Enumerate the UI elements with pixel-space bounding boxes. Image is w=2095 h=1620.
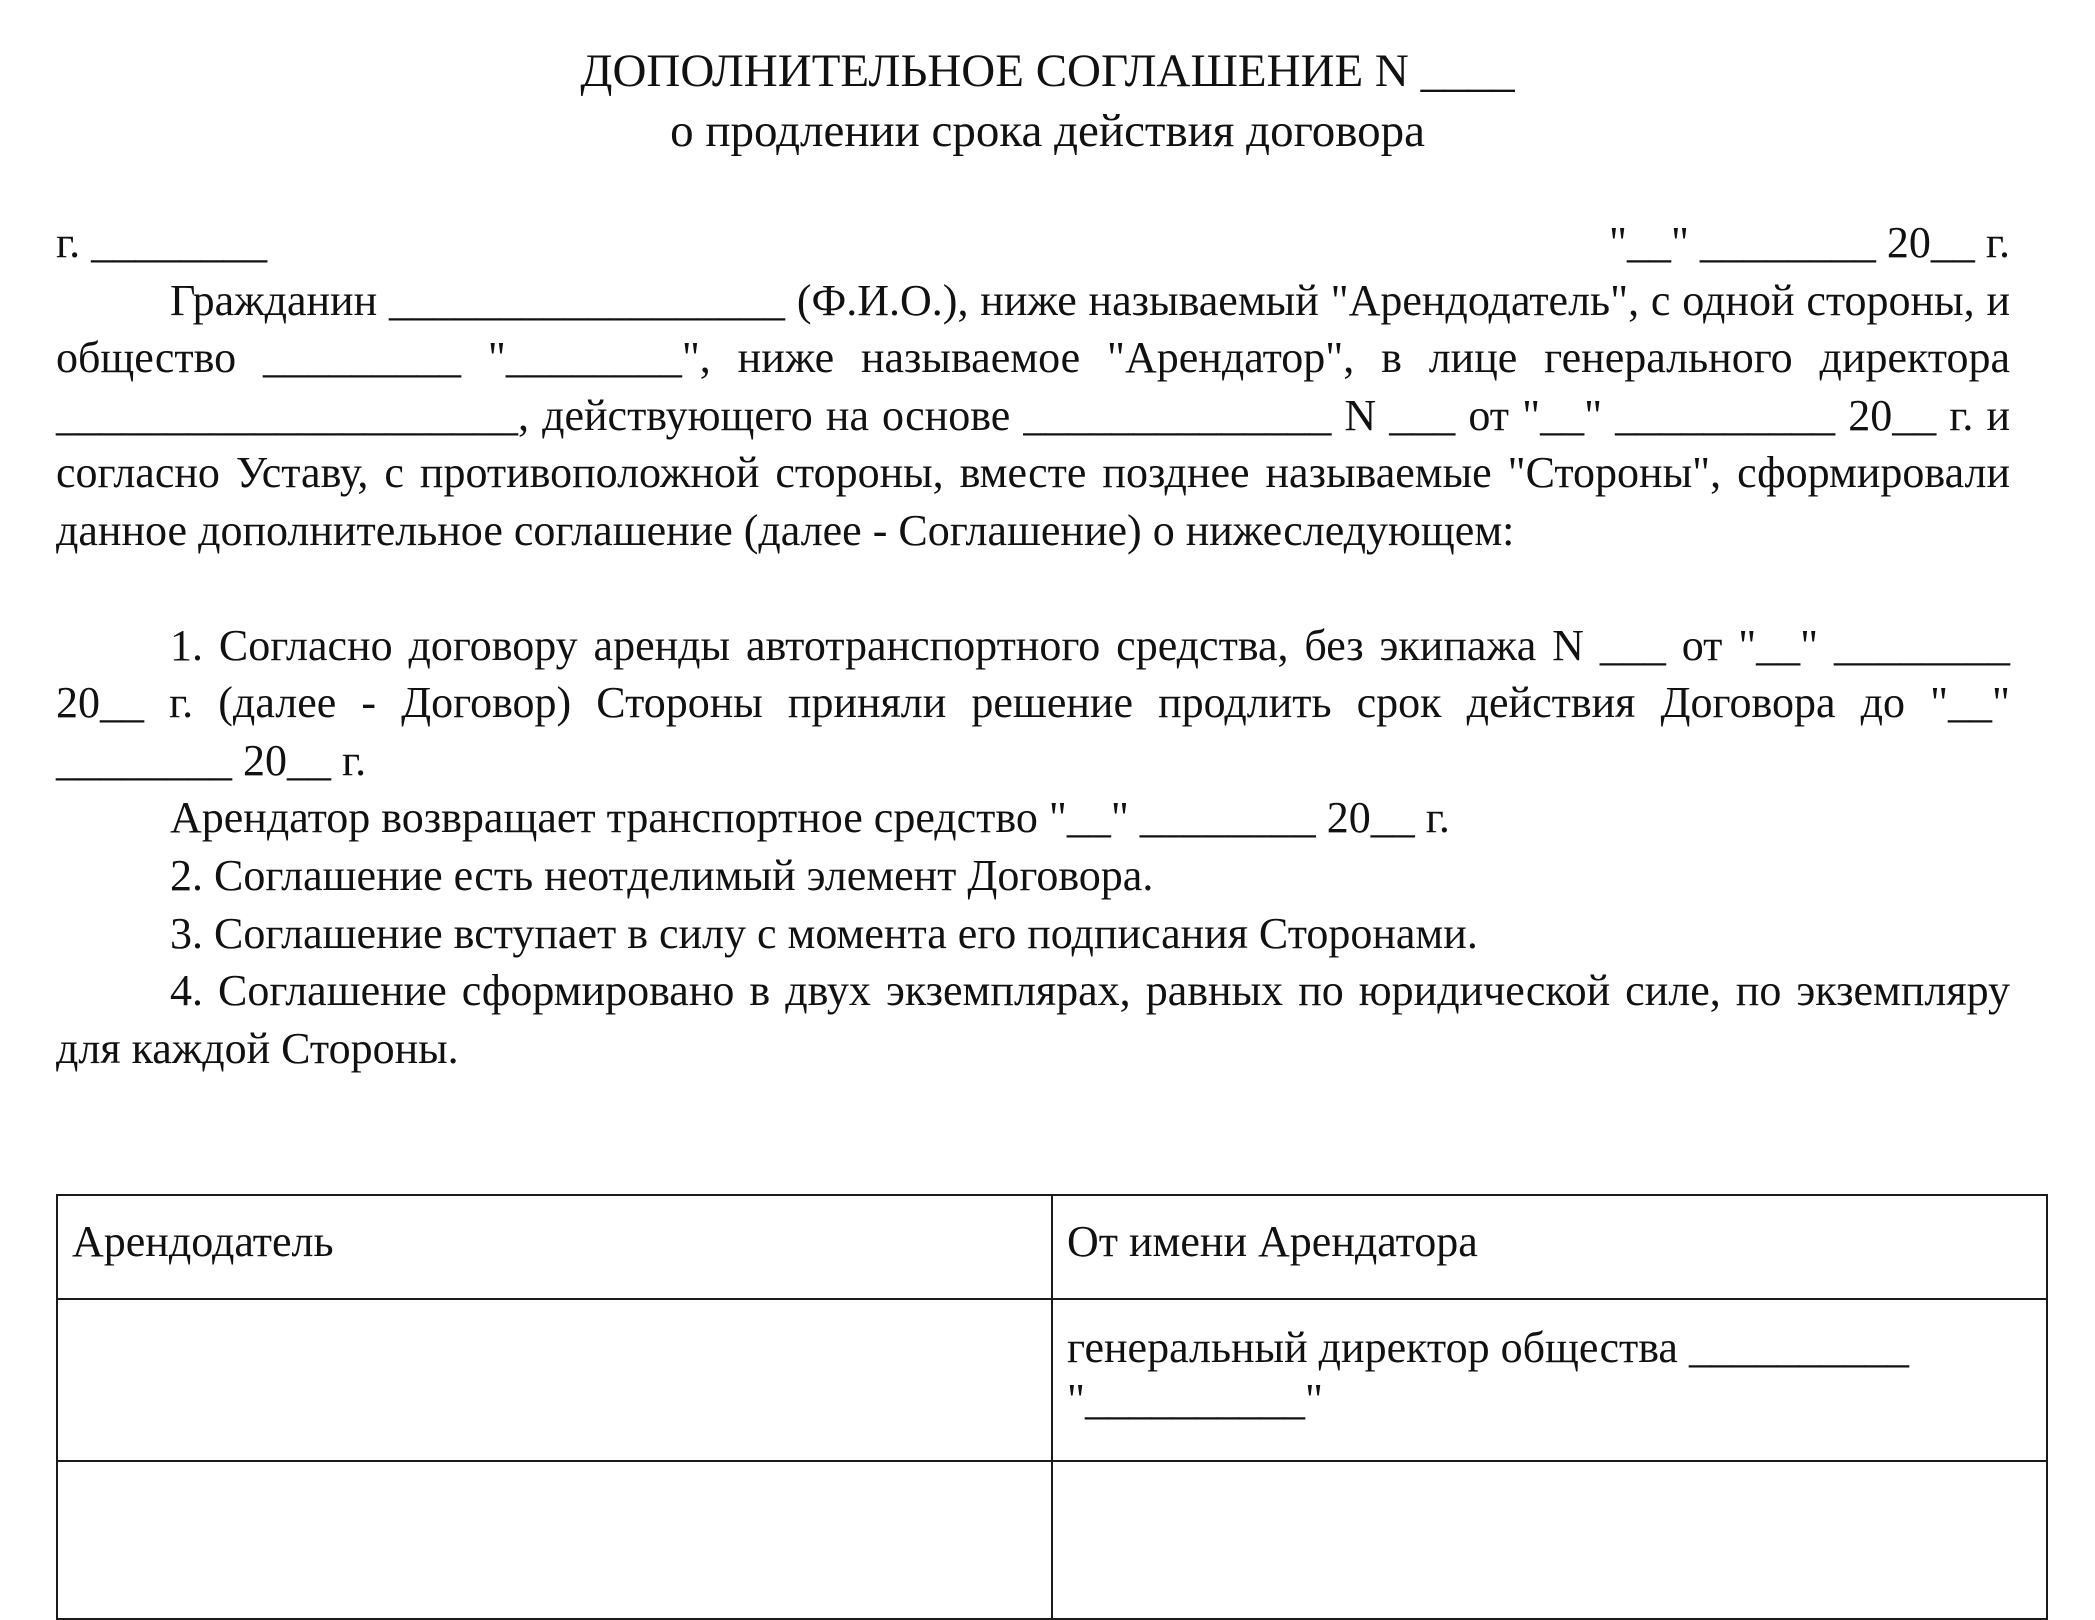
signature-table: [56, 1194, 2048, 1620]
table-row: [57, 1461, 2047, 1619]
clause-3: 3. Соглашение вступает в силу с момента его подписания Сторонами.: [170, 908, 1478, 958]
paragraph-gap: [56, 560, 2010, 617]
tenant-header-cell: От имени Арендатора: [1052, 1195, 2047, 1299]
clause-2: 2. Соглашение есть неотделимый элемент Договора.: [170, 850, 1154, 900]
preamble-paragraph: Гражданин __________________ (Ф.И.О.), ниже называемый "Арендодатель", с одной стороны, и общество _________ "________", ниже называемое "Арендатор", в лице генерального директора _____________________, действующего на основе ______________ N ___ от "__" __________ 20__ г. и согласно Уставу, с противоположной стороны, вместе позднее называемые "Стороны", сформировали данное дополнительное соглашение (далее - Соглашение) о нижеследующем:: [56, 275, 2010, 555]
document-subtitle: о продлении срока действия договора: [670, 105, 1425, 157]
clause-1: 1. Согласно договору аренды автотранспортного средства, без экипажа N ___ от "__" ________ 20__ г. (далее - Договор) Стороны приняли решение продлить срок действия Договора до "__" ________ 20__ г.: [56, 620, 2010, 785]
tenant-sign-cell: генеральный директор общества __________ "__________": [1052, 1299, 2047, 1461]
city-field: г. ________: [56, 218, 268, 267]
place-date-line: [56, 214, 2010, 272]
tenant-extra-cell: [1052, 1461, 2047, 1619]
document-body: [56, 214, 2010, 1077]
landlord-extra-cell: [57, 1461, 1052, 1619]
document-title: ДОПОЛНИТЕЛЬНОЕ СОГЛАШЕНИЕ N ____: [580, 45, 1515, 97]
date-field: "__" ________ 20__ г.: [1608, 218, 2010, 267]
table-row: [57, 1299, 2047, 1461]
landlord-header-cell: Арендодатель: [57, 1195, 1052, 1299]
clause-4: 4. Соглашение сформировано в двух экземплярах, равных по юридической силе, по экземпляру для каждой Стороны.: [56, 966, 2010, 1073]
landlord-sign-cell: [57, 1299, 1052, 1461]
clause-return: Арендатор возвращает транспортное средство "__" ________ 20__ г.: [170, 793, 1450, 843]
table-row: [57, 1195, 2047, 1299]
